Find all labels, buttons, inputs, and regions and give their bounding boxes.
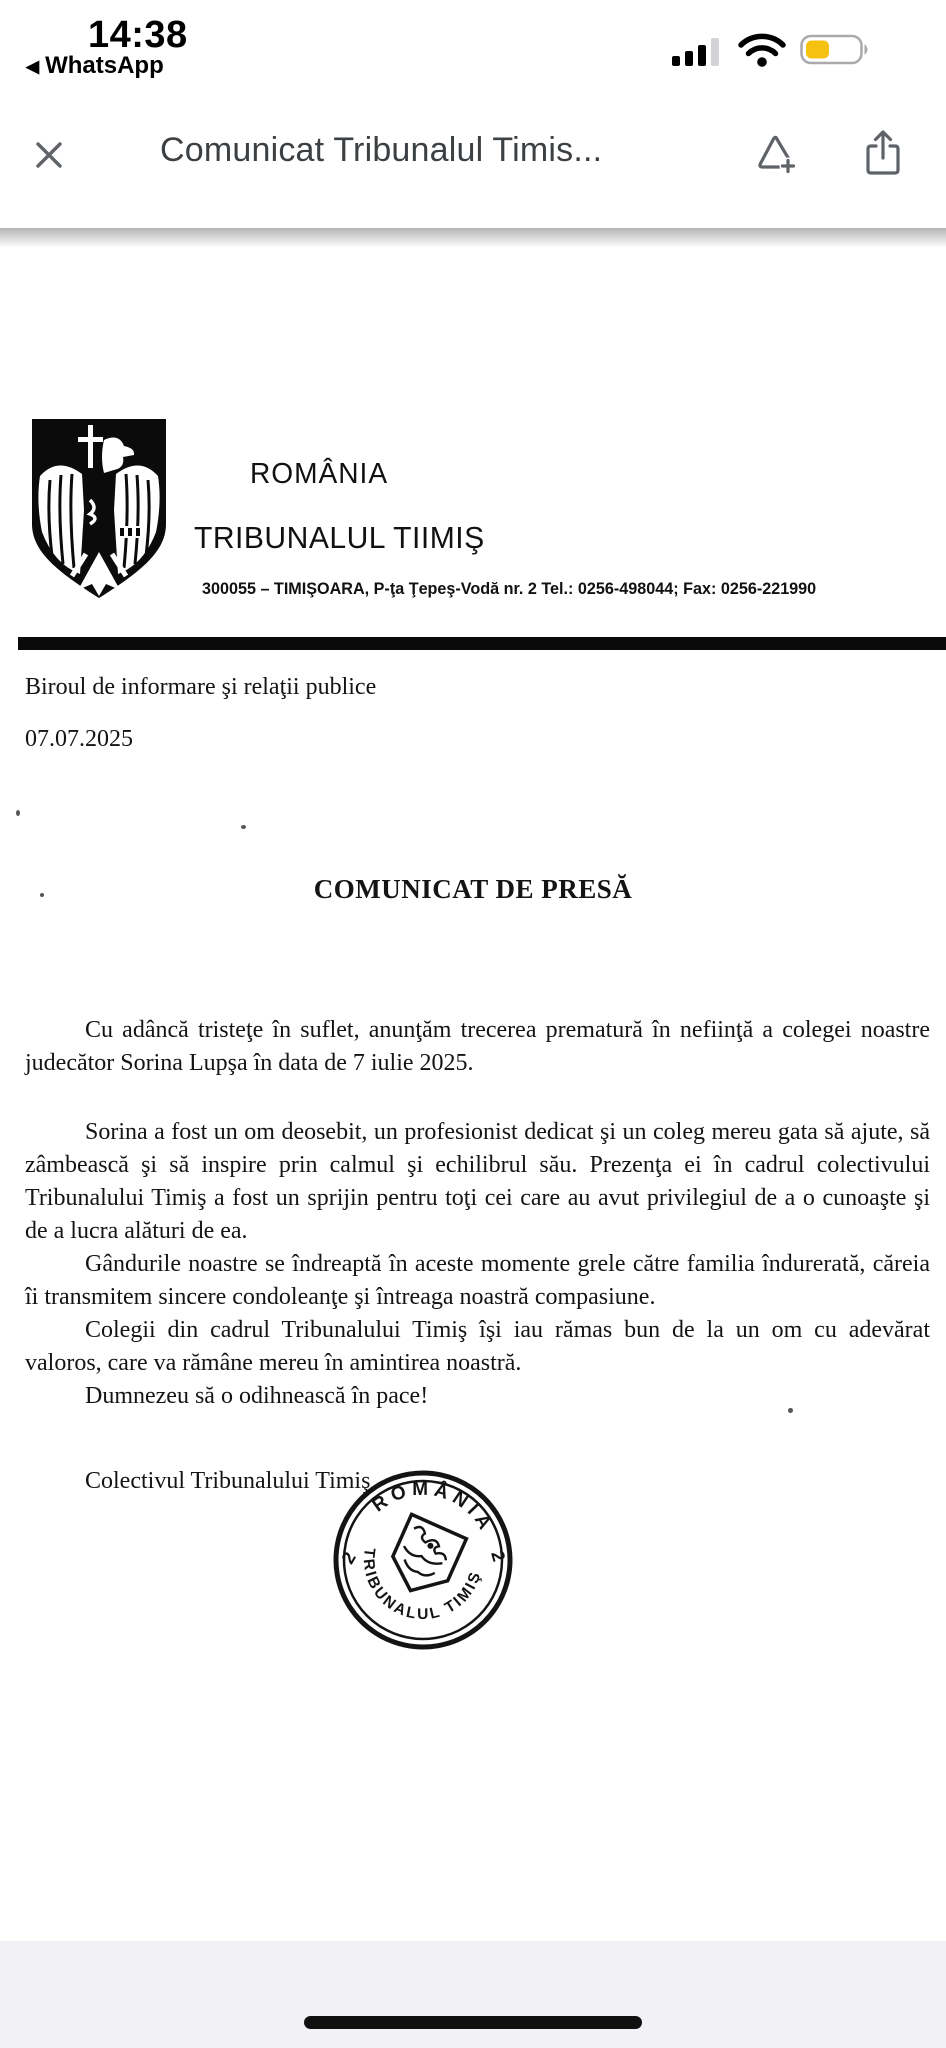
- share-button[interactable]: [860, 127, 906, 179]
- bottom-bar: [0, 1941, 946, 2048]
- document-title: Comunicat Tribunalul Timis...: [160, 131, 603, 169]
- office-line: Biroul de informare şi relaţii publice: [25, 674, 377, 700]
- letterhead-institution: TRIBUNALUL TIIMIŞ: [194, 520, 485, 555]
- letterhead-address: 300055 – TIMIŞOARA, P-ţa Ţepeş-Vodă nr. 2 Tel.: 0256-498044; Fax: 0256-221990: [202, 580, 817, 598]
- document-canvas[interactable]: [0, 248, 946, 1941]
- home-indicator[interactable]: [304, 2016, 642, 2029]
- letterhead-rule: [18, 637, 946, 650]
- press-release-body: [25, 1014, 930, 1413]
- romania-coat-of-arms: [28, 414, 170, 602]
- paragraph: Gândurile noastre se îndreaptă în aceste momente grele către familia îndurerată, căreia îi transmitem sincere condoleanţe şi întreaga noastră compasiune.: [25, 1251, 930, 1310]
- status-time: 14:38: [88, 14, 188, 56]
- paragraph: Dumnezeu să o odihnească în pace!: [85, 1383, 429, 1409]
- tribunal-round-stamp: [330, 1467, 516, 1653]
- add-to-drive-icon: [760, 137, 797, 174]
- stamp-shield: [383, 1514, 466, 1602]
- stamp-bottom-text: TRIBUNALUL TIMIŞ: [359, 1547, 485, 1624]
- press-release-title: COMUNICAT DE PRESĂ: [313, 874, 633, 904]
- cellular-signal-icon: [672, 33, 724, 67]
- stamp-top-text: ROMÂNIA: [368, 1478, 498, 1538]
- close-icon: [38, 144, 60, 166]
- letterhead-country: ROMÂNIA: [250, 458, 389, 490]
- battery-icon: [800, 33, 870, 67]
- add-to-drive-button[interactable]: [753, 131, 799, 177]
- back-arrow-icon: ◀: [26, 56, 40, 76]
- signature-line: Colectivul Tribunalului Timiş: [85, 1468, 371, 1494]
- press-release-date: 07.07.2025: [25, 726, 133, 752]
- back-to-whatsapp-link[interactable]: [26, 52, 164, 80]
- paragraph: Colegii din cadrul Tribunalului Timiş îşi iau rămas bun de la un om cu adevărat valoros, care va rămâne mereu în amintirea noastră.: [25, 1317, 930, 1376]
- paragraph: Sorina a fost un om deosebit, un profesionist dedicat şi un coleg mereu gata să ajute, să zâmbească şi să inspire prin calmul şi echilibrul său. Prezenţa ei în cadrul colectivului Tribunalului Timiş a fost un sprijin pentru toţi cei care au avut privilegiul de a o cunoaşte şi de a lucra alături de ea.: [25, 1119, 930, 1244]
- stamp-left-number: 2: [337, 1548, 360, 1568]
- wifi-icon: [738, 32, 786, 68]
- stamp-right-number: 2: [487, 1548, 510, 1564]
- share-icon: [868, 132, 898, 173]
- scan-speckle: [241, 825, 246, 829]
- header-divider-shadow: [0, 228, 946, 248]
- scan-speckle: [40, 893, 44, 897]
- status-icons: [672, 32, 870, 68]
- back-app-label: WhatsApp: [45, 52, 164, 79]
- close-button[interactable]: [32, 138, 66, 172]
- paragraph: Cu adâncă tristeţe în suflet, anunţăm trecerea prematură în nefiinţă a colegei noastre judecător Sorina Lupşa în data de 7 iulie 2025.: [25, 1017, 930, 1076]
- scan-speckle: [16, 810, 20, 816]
- scan-speckle: [788, 1408, 793, 1413]
